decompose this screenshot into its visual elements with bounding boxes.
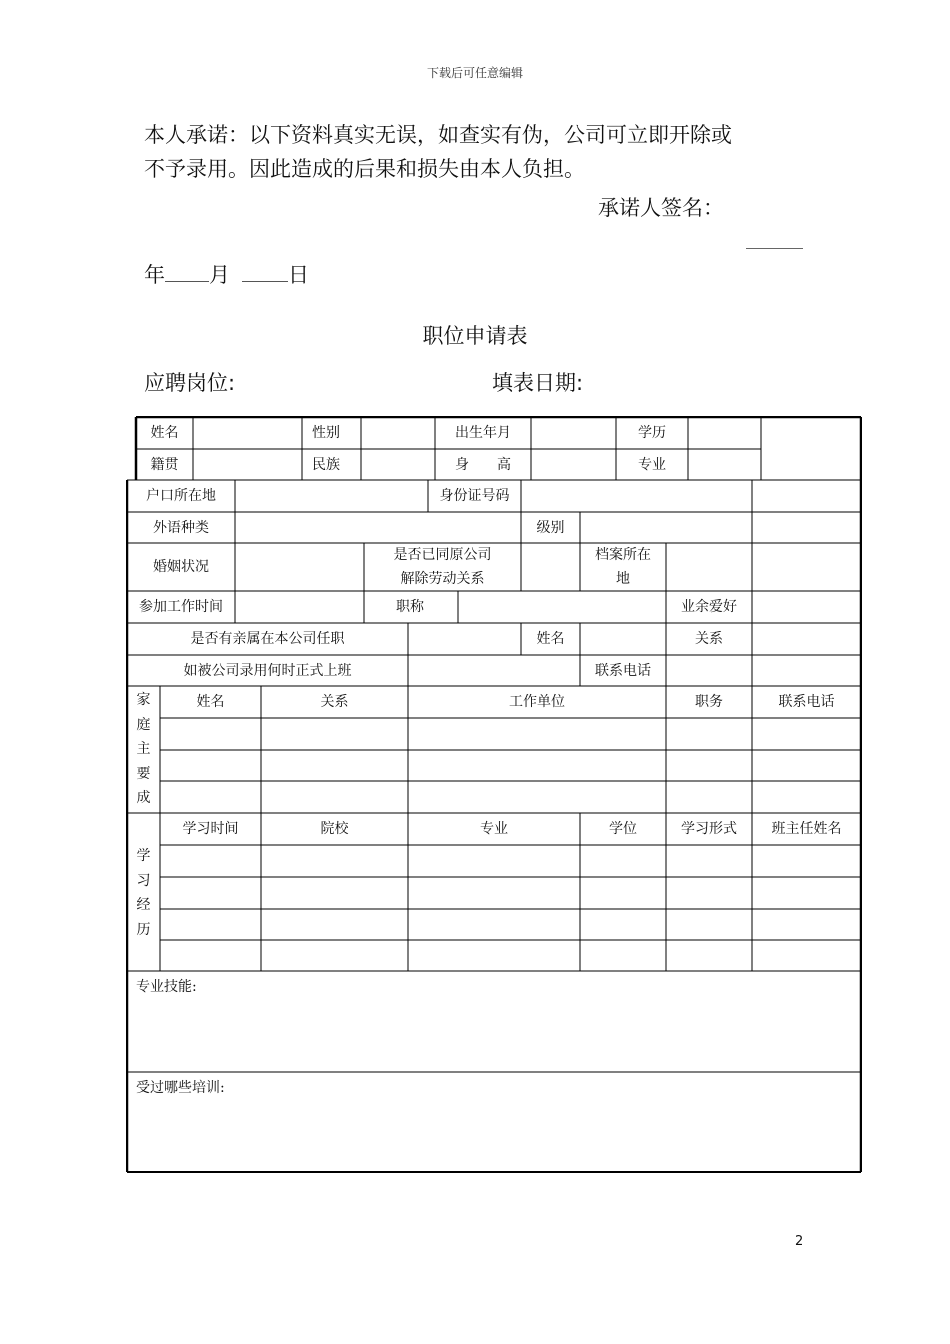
training-input[interactable] [127,1097,861,1172]
input-ethnicity[interactable] [361,449,435,480]
training-label: 受过哪些培训: [136,1080,225,1096]
input-hukou[interactable] [235,480,428,512]
study-side-char: 经 [136,897,151,913]
label-ethnicity: 民族 [312,456,340,473]
pledge-date [144,260,309,290]
label-archive-2: 地 [616,571,630,587]
input-hobbies[interactable] [752,591,861,623]
study-header-time: 学习时间 [182,821,239,837]
family-side-char: 庭 [136,716,151,733]
input-relation[interactable] [752,623,861,655]
signature-label: 承诺人签名： [598,196,724,220]
input-start-date[interactable] [408,655,580,686]
input-name[interactable] [193,417,302,449]
family-side-char: 成 [136,790,151,807]
study-side-char: 习 [136,872,151,889]
input-archive[interactable] [666,543,752,591]
study-header-major: 专业 [480,821,508,837]
label-birth: 出生年月 [455,425,511,441]
study-row[interactable] [160,877,861,909]
photo-area[interactable] [761,417,861,480]
label-native-place: 籍贯 [150,456,179,473]
study-row[interactable] [160,909,861,940]
form-title: 职位申请表 [422,324,528,348]
month-label: 月 [209,263,230,287]
application-form-table [126,416,862,1173]
study-row[interactable] [160,845,861,877]
input-work-start[interactable] [235,591,364,623]
input-height[interactable] [531,449,616,480]
family-row[interactable] [160,781,861,813]
study-side-char: 学 [136,848,151,864]
pledge-line-1: 本人承诺：以下资料真实无误，如查实有伪，公司可立即开除或 [144,123,732,147]
family-header-employer: 工作单位 [509,694,565,710]
input-title-rank[interactable] [458,591,666,623]
family-row[interactable] [160,750,861,781]
label-work-start: 参加工作时间 [139,599,223,615]
skills-input[interactable] [127,996,861,1072]
input-language[interactable] [235,512,521,543]
input-marital[interactable] [235,543,364,591]
label-gender: 性别 [312,425,340,441]
family-side-label [127,686,160,813]
family-header-name: 姓名 [196,694,225,710]
input-level[interactable] [580,512,752,543]
input-relative-name[interactable] [580,623,666,655]
study-header-advisor: 班主任姓名 [771,821,842,837]
header-note: 下载后可任意编辑 [426,66,523,80]
study-header-degree: 学位 [609,821,637,837]
label-height-b: 高 [497,456,511,473]
page-number: 2 [795,1234,804,1249]
family-side-char: 家 [136,692,151,709]
label-title-rank: 职称 [396,599,424,615]
input-terminated[interactable] [521,543,580,591]
family-header-position: 职务 [695,694,723,710]
input-native-place[interactable] [193,449,302,480]
skills-label: 专业技能: [136,979,197,995]
label-education: 学历 [638,425,666,441]
family-header-phone: 联系电话 [778,694,835,710]
month-blank[interactable] [165,261,209,282]
label-height [435,449,531,480]
label-level: 级别 [536,519,565,536]
family-row[interactable] [160,718,861,750]
label-terminated-2: 解除劳动关系 [400,571,485,587]
fill-date-label: 填表日期: [492,371,584,395]
position-label: 应聘岗位: [144,371,236,395]
input-major[interactable] [688,449,761,480]
study-header-school: 院校 [320,821,349,837]
label-hukou: 户口所在地 [146,488,216,504]
label-archive-1: 档案所在 [595,547,651,563]
study-row[interactable] [160,940,861,971]
year-label: 年 [144,263,165,287]
label-relatives: 是否有亲属在本公司任职 [190,631,345,647]
input-education[interactable] [688,417,761,449]
study-side-label [127,845,160,941]
label-language: 外语种类 [153,519,209,536]
label-phone: 联系电话 [595,662,651,679]
label-marital: 婚姻状况 [153,559,209,575]
label-hobbies: 业余爱好 [681,599,737,615]
input-birth[interactable] [531,417,616,449]
family-side-char: 主 [136,741,151,758]
input-gender[interactable] [361,417,435,449]
label-id-number: 身份证号码 [439,488,510,504]
day-label: 日 [288,263,309,287]
label-start-date: 如被公司录用何时正式上班 [183,662,352,679]
input-phone[interactable] [666,655,861,686]
day-blank[interactable] [242,261,288,282]
label-relation: 关系 [695,631,723,647]
family-header-relation: 关系 [320,694,349,710]
label-terminated-1: 是否已同原公司 [393,547,492,563]
label-major: 专业 [638,456,666,473]
input-relatives[interactable] [408,623,521,655]
signature-line[interactable] [746,248,803,249]
input-id-number[interactable] [521,480,752,512]
label-terminated [364,543,521,591]
label-relative-name: 姓名 [536,631,565,647]
pledge-line-2: 不予录用。因此造成的后果和损失由本人负担。 [144,157,585,181]
study-side-char: 历 [136,921,151,938]
study-header-form: 学习形式 [681,821,737,837]
label-height-a: 身 [455,456,469,473]
label-name: 姓名 [150,425,179,441]
label-archive [580,543,666,591]
family-side-char: 要 [136,765,151,782]
